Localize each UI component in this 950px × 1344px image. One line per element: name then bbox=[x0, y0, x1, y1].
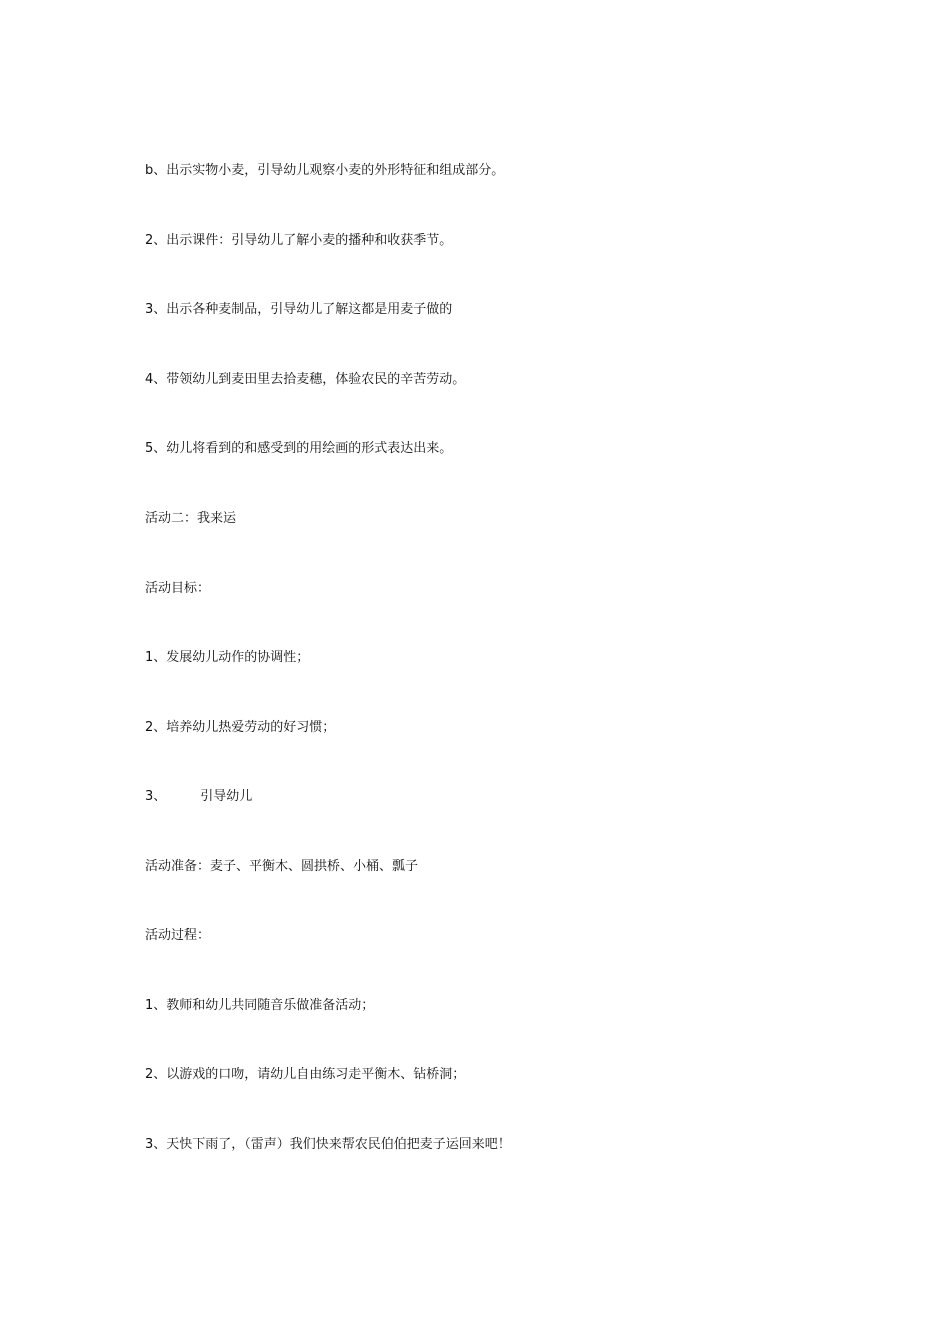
step-4-field-visit: 4、带领幼儿到麦田里去拾麦穗，体验农民的辛苦劳动。 bbox=[145, 372, 466, 387]
step-5-drawing: 5、幼儿将看到的和感受到的用绘画的形式表达出来。 bbox=[145, 441, 453, 456]
goal-1: 1、发展幼儿动作的协调性； bbox=[145, 650, 310, 665]
goal-3 bbox=[145, 788, 252, 806]
goal-2: 2、培养幼儿热爱劳动的好习惯； bbox=[145, 720, 336, 735]
goal-3-text: 引导幼儿 bbox=[200, 789, 253, 804]
step-2-courseware: 2、出示课件：引导幼儿了解小麦的播种和收获季节。 bbox=[145, 233, 453, 248]
step-3-wheat-products: 3、出示各种麦制品，引导幼儿了解这都是用麦子做的 bbox=[145, 302, 453, 317]
activity-process-label: 活动过程： bbox=[145, 928, 211, 943]
process-step-3: 3、天快下雨了，（雷声）我们快来帮农民伯伯把麦子运回来吧！ bbox=[145, 1137, 511, 1152]
process-step-2: 2、以游戏的口吻，请幼儿自由练习走平衡木、钻桥洞； bbox=[145, 1067, 466, 1082]
step-b-show-wheat: b、出示实物小麦，引导幼儿观察小麦的外形特征和组成部分。 bbox=[145, 163, 505, 178]
process-step-1: 1、教师和幼儿共同随音乐做准备活动； bbox=[145, 998, 375, 1013]
activity-goals-label: 活动目标： bbox=[145, 581, 211, 596]
goal-3-number: 3、 bbox=[145, 789, 167, 804]
activity-materials: 活动准备：麦子、平衡木、圆拱桥、小桶、瓢子 bbox=[145, 859, 419, 874]
activity-two-heading: 活动二：我来运 bbox=[145, 511, 237, 526]
